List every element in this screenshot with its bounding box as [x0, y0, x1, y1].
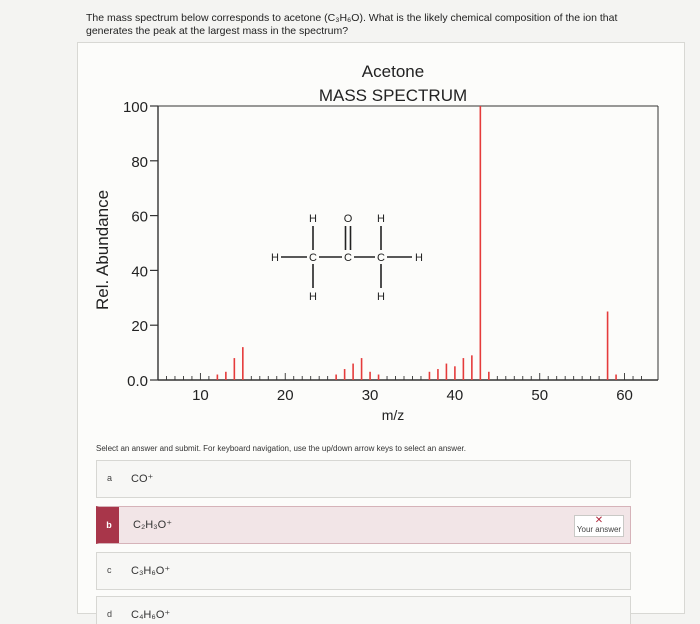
y-tick-label: 40 — [131, 263, 148, 281]
instruction-text: Select an answer and submit. For keyboard navigation, use the up/down arrow keys to select an answer. — [96, 444, 466, 453]
x-axis-label: m/z — [381, 407, 405, 423]
chart-subtitle: MASS SPECTRUM — [318, 86, 468, 105]
atom-h: H — [415, 252, 423, 264]
your-answer-badge — [574, 515, 624, 537]
acetone-structure — [271, 213, 423, 303]
x-tick-label: 50 — [531, 387, 549, 404]
option-formula: C₄H₆O⁺ — [131, 609, 171, 621]
y-tick-label: 0.0 — [127, 373, 148, 390]
option-letter: d — [107, 609, 113, 619]
your-answer-label: Your answer — [576, 525, 622, 534]
y-axis-label: Rel. Abundance — [93, 189, 112, 311]
x-tick-label: 20 — [276, 387, 294, 404]
option-formula: CO⁺ — [131, 473, 154, 485]
answer-option-b[interactable] — [96, 506, 631, 544]
question-text: The mass spectrum below corresponds to acetone (C₃H₆O). What is the likely chemical composition of the ion that generates the peak at the largest mass in the spectrum? — [86, 12, 618, 37]
x-tick-label: 30 — [361, 387, 379, 404]
x-tick-label: 10 — [192, 387, 209, 404]
atom-h: H — [377, 213, 385, 225]
y-tick-label: 100 — [122, 99, 148, 116]
option-formula: C₂H₃O⁺ — [133, 519, 172, 531]
option-letter: a — [107, 473, 113, 483]
chart-axes — [123, 99, 658, 404]
atom-h: H — [309, 291, 317, 303]
answer-option-a[interactable] — [96, 460, 631, 498]
y-tick-label: 80 — [131, 153, 148, 171]
atom-c: C — [309, 252, 317, 264]
answer-option-d[interactable] — [96, 596, 631, 624]
x-tick-label: 60 — [616, 387, 633, 404]
atom-c: C — [344, 252, 352, 264]
option-letter: c — [107, 565, 112, 575]
atom-h: H — [309, 213, 317, 225]
y-tick-label: 20 — [131, 318, 148, 336]
close-icon: ✕ — [594, 515, 604, 526]
answer-option-c[interactable] — [96, 552, 631, 590]
x-tick-label: 40 — [446, 387, 464, 404]
option-formula: C₃H₆O⁺ — [131, 565, 171, 577]
atom-o: O — [343, 213, 353, 225]
atom-h: H — [377, 291, 385, 303]
option-letter: b — [99, 507, 119, 543]
y-tick-label: 60 — [131, 208, 148, 226]
chart-peaks — [217, 106, 616, 380]
atom-h: H — [271, 252, 279, 264]
chart-title: Acetone — [361, 62, 425, 81]
atom-c: C — [377, 252, 385, 264]
